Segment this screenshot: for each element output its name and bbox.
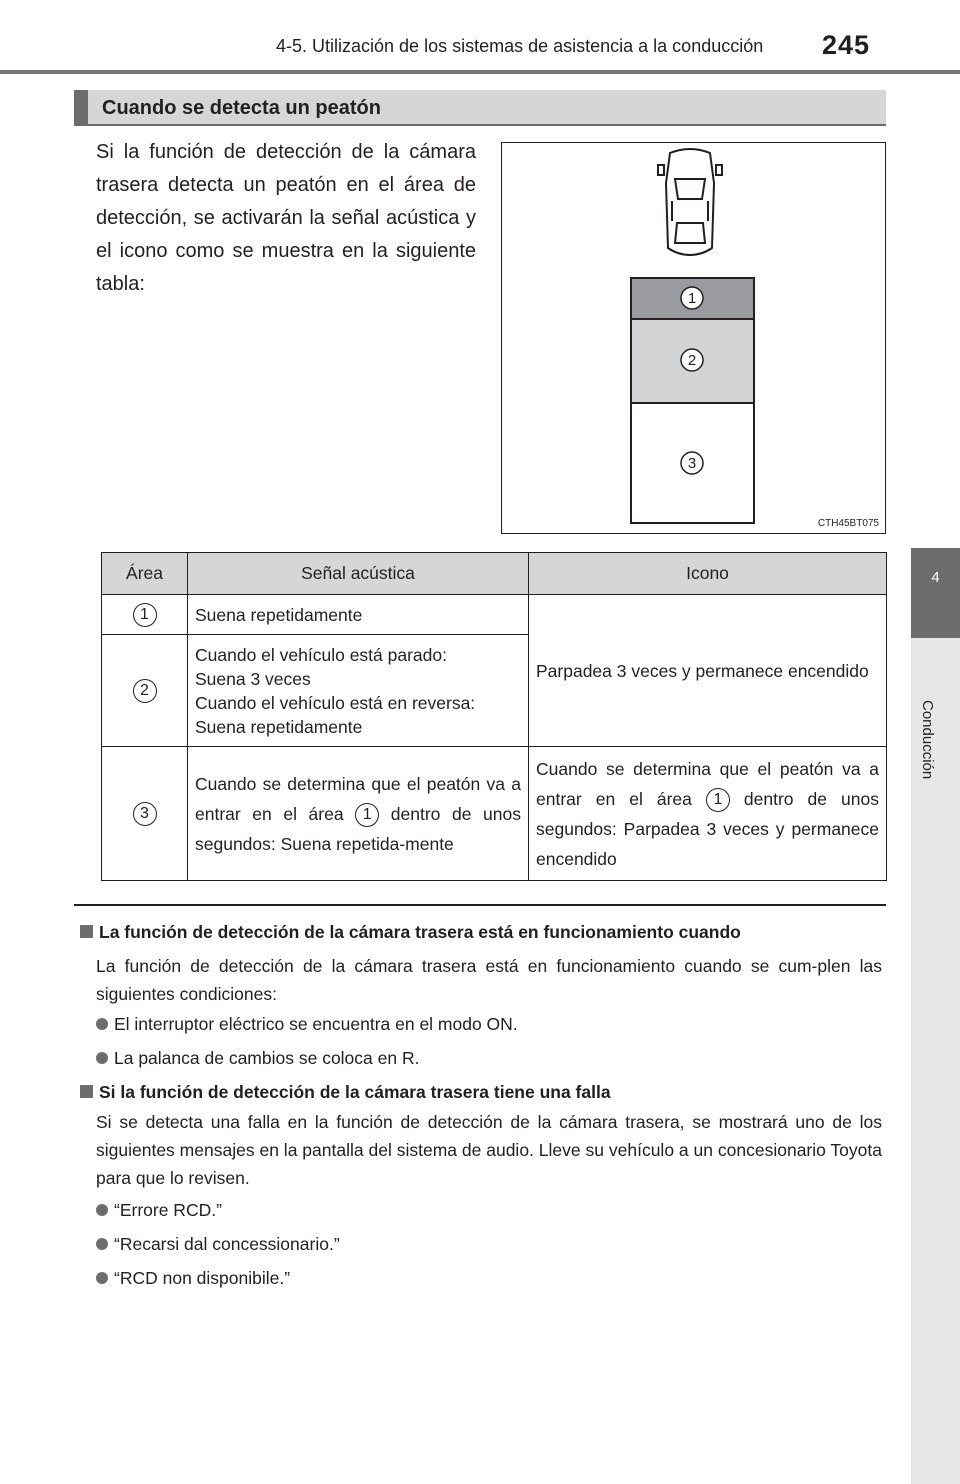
signal-cell: Cuando se determina que el peatón va a entrar en el área 1 dentro de unos segundos: Suena repetida-mente <box>188 747 529 881</box>
col-icon: Icono <box>529 553 887 595</box>
list-item: “Errore RCD.” <box>96 1200 222 1221</box>
list-item: “RCD non disponibile.” <box>96 1268 290 1289</box>
car-icon <box>658 149 722 255</box>
square-bullet-icon <box>80 1085 93 1098</box>
operation-paragraph: La función de detección de la cámara trasera está en funcionamiento cuando se cum-plen las siguientes condiciones: <box>96 956 882 1004</box>
section-rule <box>74 904 886 906</box>
bullet-icon <box>96 1272 108 1284</box>
subheading-failure: Si la función de detección de la cámara trasera tiene una falla <box>80 1082 611 1103</box>
zone-3-label: 3 <box>687 455 697 472</box>
page-number: 245 <box>822 30 871 60</box>
zone-2-label: 2 <box>687 352 697 369</box>
figure-code: CTH45BT075 <box>817 518 879 529</box>
table-header-row <box>102 553 887 595</box>
area-badge: 3 <box>133 802 157 826</box>
subheading-operation: La función de detección de la cámara trasera está en funcionamiento cuando <box>80 922 741 943</box>
area-ref-badge: 1 <box>355 803 379 827</box>
area-badge: 1 <box>133 603 157 627</box>
bullet-icon <box>96 1052 108 1064</box>
icon-cell: Cuando se determina que el peatón va a entrar en el área 1 dentro de unos segundos: Parpadea 3 veces y permanece encendido <box>529 747 887 881</box>
table-row <box>102 595 887 635</box>
header-rule <box>0 70 960 74</box>
icon-cell: Parpadea 3 veces y permanece encendido <box>529 595 887 747</box>
detection-area-figure <box>501 142 886 534</box>
signal-cell: Suena repetidamente <box>188 595 529 635</box>
area-ref-badge: 1 <box>706 788 730 812</box>
list-item: “Recarsi dal concessionario.” <box>96 1234 340 1255</box>
failure-paragraph: Si se detecta una falla en la función de detección de la cámara trasera, se mostrará uno de los siguientes mensajes en la pantalla del sistema de audio. Lleve su vehículo a un concesionario Toyota para que lo revisen. <box>96 1112 882 1188</box>
chapter-tab-label: Conducción <box>919 700 936 780</box>
intro-paragraph: Si la función de detección de la cámara trasera detecta un peatón en el área de detección, se activarán la señal acústica y el icono como se muestra en la siguiente tabla: <box>96 141 476 295</box>
bullet-icon <box>96 1018 108 1030</box>
section-heading: Cuando se detecta un peatón <box>102 97 381 119</box>
bullet-icon <box>96 1204 108 1216</box>
chapter-tab-number: 4 <box>911 548 960 638</box>
list-item: La palanca de cambios se coloca en R. <box>96 1048 419 1069</box>
square-bullet-icon <box>80 925 93 938</box>
list-item: El interruptor eléctrico se encuentra en el modo ON. <box>96 1014 518 1035</box>
zone-1-label: 1 <box>687 290 697 307</box>
col-signal: Señal acústica <box>188 553 529 595</box>
section-heading-bar <box>74 90 886 126</box>
detection-table <box>101 552 887 881</box>
header-section-title: 4-5. Utilización de los sistemas de asistencia a la conducción <box>276 36 764 56</box>
signal-cell: Cuando el vehículo está parado: Suena 3 veces Cuando el vehículo está en reversa: Suena repetidamente <box>188 635 529 747</box>
col-area: Área <box>102 553 188 595</box>
table-row <box>102 747 887 881</box>
bullet-icon <box>96 1238 108 1250</box>
detection-area-diagram <box>502 143 887 535</box>
area-badge: 2 <box>133 679 157 703</box>
